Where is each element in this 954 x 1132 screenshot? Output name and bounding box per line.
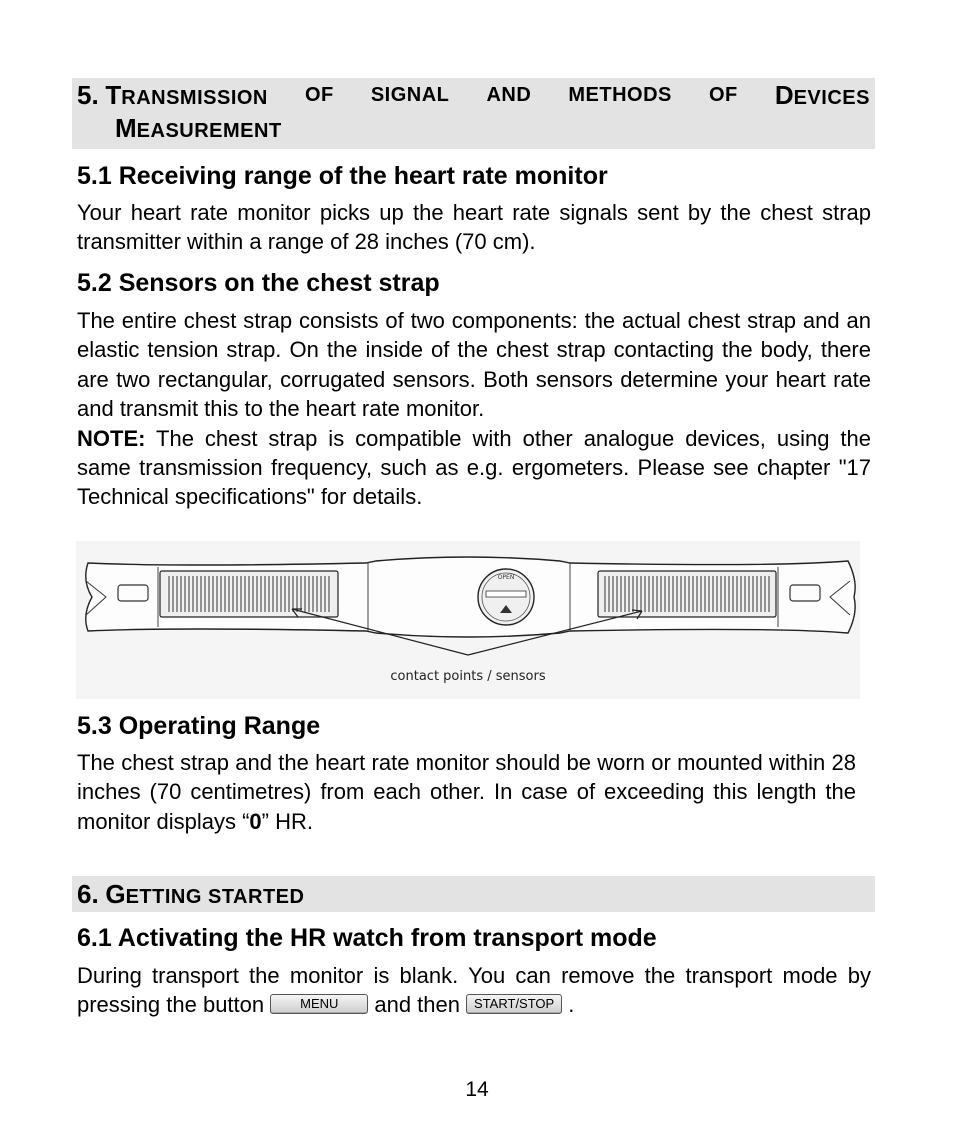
chapter-6-heading-band: [72, 876, 875, 912]
section-5-2-text: The entire chest strap consists of two components: the actual chest strap and an elastic tension strap. On the inside of the chest strap contacting the body, there are two rectangular, corrugated sensors. Both sensors determine your heart rate and transmit this to the heart rate monitor.: [77, 308, 871, 422]
section-5-1-body: Your heart rate monitor picks up the heart rate signals sent by the chest strap transmitter within a range of 28 inches (70 cm).: [77, 200, 871, 255]
page-number: 14: [465, 1078, 489, 1101]
chapter-number: 5.: [77, 80, 99, 110]
title-cap-m: M: [115, 113, 137, 143]
title-smallcaps-1: RANSMISSION: [121, 87, 268, 109]
note-label: NOTE:: [77, 425, 146, 451]
note-text: The chest strap is compatible with other analogue devices, using the same transmission frequency, such as e.g. ergometers. Please see chapter "17 Technical specifications" for details.: [77, 425, 871, 510]
menu-button-icon: MENU: [270, 994, 368, 1014]
left-sensor: [160, 571, 338, 617]
cap-open-label: OPEN: [497, 574, 515, 581]
section-5-2-body: [77, 306, 871, 512]
title-cap-d: D: [774, 80, 794, 110]
section-5-2-heading: 5.2 Sensors on the chest strap: [77, 269, 440, 297]
start-stop-button-icon: START/STOP: [466, 994, 562, 1014]
chapter-5-title: 5. TRANSMISSION OF SIGNAL AND METHODS OF DEVICES MEASUREMENT: [77, 80, 870, 143]
section-6-1-body: During transport the monitor is blank. You can remove the transport mode by pressing the button MENU and then START/STOP .: [77, 963, 871, 1018]
right-sensor: [598, 571, 776, 617]
figure-caption: contact points / sensors: [390, 669, 546, 684]
section-5-1-heading: 5.1 Receiving range of the heart rate monitor: [77, 162, 608, 190]
title-cap-t: T: [105, 80, 122, 110]
chapter-number: 6.: [77, 879, 99, 909]
battery-cap-icon: [478, 569, 534, 625]
zero-value: 0: [249, 808, 262, 834]
section-5-3-heading: 5.3 Operating Range: [77, 712, 321, 740]
chapter-6-title: 6. GETTING STARTED: [77, 879, 305, 909]
section-5-3-body: The chest strap and the heart rate monitor should be worn or mounted within 28 inches (70 centimetres) from each other. In case of exceeding this length the monitor displays “0” HR.: [77, 750, 856, 834]
chapter-5-heading-band: [72, 78, 875, 149]
section-6-1-heading: 6.1 Activating the HR watch from transport mode: [77, 924, 657, 952]
chest-strap-figure: [76, 541, 860, 699]
